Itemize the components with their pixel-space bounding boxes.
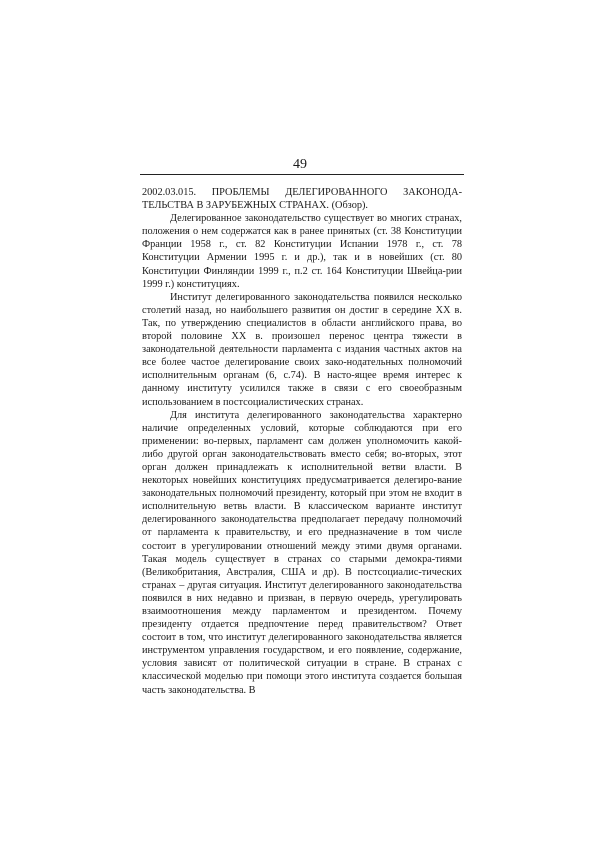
- paragraph: Делегированное законодательство существует во многих странах, положения о нем содержатся как в ранее принятых (ст. 38 Конституции Франции 1958 г., ст. 82 Конституции Испании 1978 г., ст. 78 Конституции Армении 1995 г. и др.), так и в новейших (ст. 80 Конституции Финляндии 1999 г., п.2 ст. 164 Конституции Швейца-рии 1999 г.) конституциях.: [142, 213, 462, 290]
- article-heading: 2002.03.015. ПРОБЛЕМЫ ДЕЛЕГИРОВАННОГО ЗАКОНОДА-ТЕЛЬСТВА В ЗАРУБЕЖНЫХ СТРАНАХ. (Обзор).: [142, 187, 462, 212]
- header-rule: [140, 174, 464, 175]
- page-number: 49: [293, 157, 307, 172]
- article-body: [142, 186, 462, 697]
- paragraph: Для института делегированного законодательства характерно наличие определенных условий, которые соблюдаются при его применении: во-первых, парламент сам должен уполномочить какой-либо другой орган законодательствовать вместо себя; во-вторых, этот орган должен принадлежать к исполнительной ветви власти. В некоторых новейших конституциях предусматривается делегиро-вание законодательных полномочий президенту, который при этом не входит в исполнительную ветвь власти. В классическом варианте институт делегированного законодательства предполагает передачу полномочий от парламента к правительству, и его предназначение в том числе состоит в урегулировании отношений между этими двумя органами. Такая модель существует в странах со старыми демокра-тиями (Великобритания, Австралия, США и др). В постсоциалис-тических странах – другая ситуация. Институт делегированного законодательства появился в них недавно и призван, в первую очередь, урегулировать взаимоотношения между парламентом и президентом. Почему президенту отдается предпочтение перед правительством? Ответ состоит в том, что институт делегированного законодательства является инструментом управления государством, и его появление, содержание, условия зависят от политической ситуации в стране. В странах с классической моделью при помощи этого института создается большая часть законодательства. В: [142, 409, 462, 696]
- paragraph: Институт делегированного законодательства появился несколько столетий назад, но наибольшего развития он достиг в середине XX в. Так, по утверждению специалистов в области английского права, во второй половине XX в. произошел перенос центра тяжести в законодательной деятельности парламента с издания частных актов на все более частое делегирование своих зако-нодательных полномочий исполнительным органам (6, с.74). В насто-ящее время интерес к данному институту усилился также в связи с его своеобразным использованием в постсоциалистических странах.: [142, 291, 462, 408]
